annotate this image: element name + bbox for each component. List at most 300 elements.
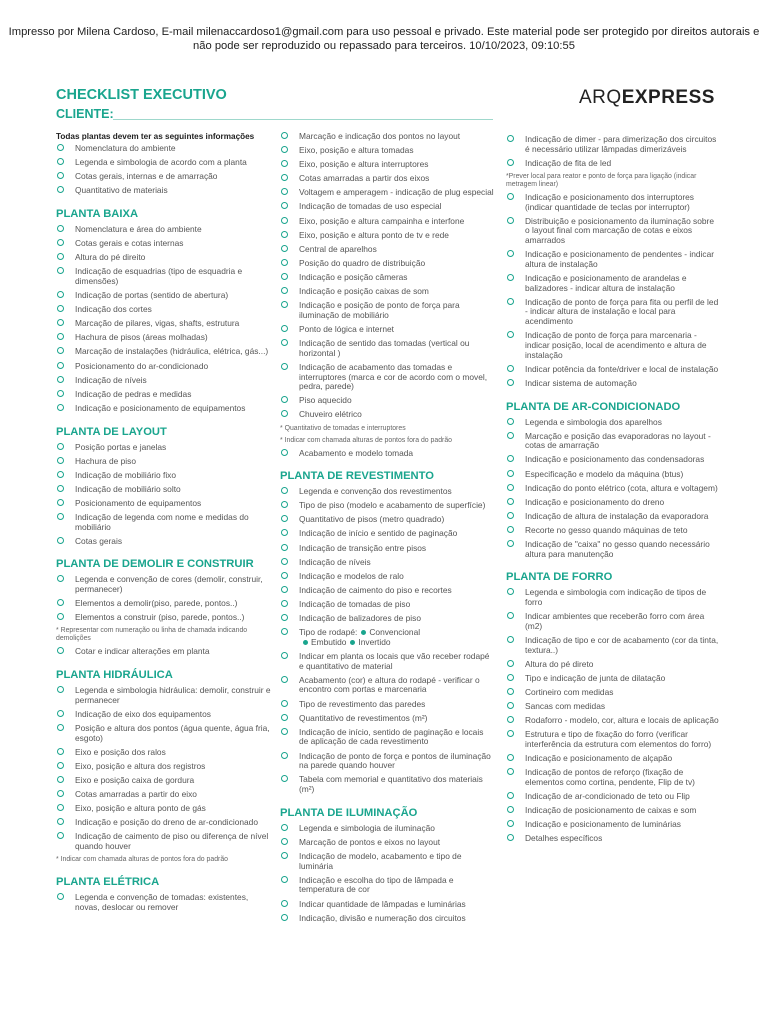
checklist-item[interactable]: [280, 146, 495, 156]
checklist-item-label: Indicação de pontos de reforço (fixação de elementos como cortina, pendente, Flip de tv): [525, 767, 695, 787]
checklist-item[interactable]: [280, 231, 495, 241]
checklist-item[interactable]: [56, 471, 271, 481]
checkbox-icon[interactable]: [507, 455, 514, 462]
checklist-item[interactable]: [506, 612, 720, 631]
checklist-item[interactable]: [280, 824, 495, 834]
checklist-item[interactable]: [506, 432, 720, 451]
checkbox-icon[interactable]: [281, 876, 288, 883]
checkbox-icon[interactable]: [281, 614, 288, 621]
checklist-item[interactable]: [506, 730, 720, 749]
checklist-item[interactable]: [280, 410, 495, 420]
checklist-item[interactable]: [280, 700, 495, 710]
checklist-item-label: Indicação de ponto de força para fita ou perfil de led - indicar altura de instalação e local para acendimento: [525, 296, 719, 327]
checklist-item[interactable]: [280, 586, 495, 596]
checkbox-icon[interactable]: [57, 686, 64, 693]
checklist-item[interactable]: [56, 804, 271, 814]
checklist-item[interactable]: [56, 818, 271, 828]
checklist-item-label: Posição e altura dos pontos (água quente, água fria, esgoto): [75, 723, 270, 743]
checklist-item[interactable]: [280, 501, 495, 511]
checklist-item[interactable]: [56, 647, 271, 657]
checklist-item[interactable]: [280, 614, 495, 624]
checklist-item[interactable]: [280, 914, 495, 924]
checklist-item-label: Indicação de ar-condicionado de teto ou Flip: [525, 790, 690, 801]
checklist-item[interactable]: [56, 376, 271, 386]
checklist-item-label: Indicação e posicionamento das condensadoras: [525, 454, 705, 465]
checklist-item[interactable]: [280, 652, 495, 671]
checkbox-icon[interactable]: [57, 790, 64, 797]
checklist-item[interactable]: [506, 512, 720, 522]
checklist-item[interactable]: [280, 900, 495, 910]
checklist-item-label: Chuveiro elétrico: [299, 409, 362, 420]
checkbox-icon[interactable]: [281, 202, 288, 209]
checklist-item[interactable]: [506, 498, 720, 508]
checklist-item[interactable]: [506, 274, 720, 293]
checkbox-icon[interactable]: [57, 762, 64, 769]
checklist-item[interactable]: [506, 135, 720, 154]
checklist-item-label: Detalhes específicos: [525, 833, 603, 844]
checklist-item[interactable]: [56, 239, 271, 249]
checkbox-icon[interactable]: [281, 396, 288, 403]
checkbox-icon[interactable]: [507, 470, 514, 477]
checklist-item[interactable]: [280, 728, 495, 747]
eletrica-note-1: * Quantitativo de tomadas e interruptores: [280, 424, 406, 432]
checklist-item[interactable]: [506, 159, 720, 169]
checklist-item-label: Acabamento (cor) e altura do rodapé - verificar o encontro com portas e marcenaria: [299, 674, 480, 695]
checklist-item[interactable]: [506, 526, 720, 536]
checklist-item[interactable]: [56, 443, 271, 453]
checkbox-icon[interactable]: [507, 432, 514, 439]
checkbox-icon[interactable]: [57, 186, 64, 193]
checkbox-icon[interactable]: [57, 291, 64, 298]
checkbox-icon[interactable]: [281, 714, 288, 721]
checklist-item[interactable]: [506, 365, 720, 375]
checkbox-icon[interactable]: [281, 700, 288, 707]
checklist-item-label: Legenda e convenção dos revestimentos: [299, 486, 452, 497]
checkbox-icon[interactable]: [507, 418, 514, 425]
section-title-layout: PLANTA DE LAYOUT: [56, 425, 167, 438]
checkbox-icon[interactable]: [281, 231, 288, 238]
checkbox-icon[interactable]: [57, 485, 64, 492]
checkbox-icon[interactable]: [507, 834, 514, 841]
checklist-item[interactable]: [280, 325, 495, 335]
checkbox-icon[interactable]: [281, 245, 288, 252]
checkbox-icon[interactable]: [57, 748, 64, 755]
checklist-item[interactable]: [506, 193, 720, 212]
checkbox-icon[interactable]: [507, 820, 514, 827]
checklist-item-label: Cotas amarradas a partir do eixo: [75, 789, 197, 800]
checkbox-icon[interactable]: [57, 776, 64, 783]
checkbox-icon[interactable]: [57, 599, 64, 606]
checkbox-icon[interactable]: [507, 612, 514, 619]
checklist-item-label: Indicação e posicionamento de alçapão: [525, 753, 673, 764]
section-title-forro: PLANTA DE FORRO: [506, 571, 613, 584]
checkbox-icon[interactable]: [281, 838, 288, 845]
checkbox-icon[interactable]: [281, 301, 288, 308]
checklist-item[interactable]: [506, 470, 720, 480]
checkbox-icon[interactable]: [57, 537, 64, 544]
checkbox-icon[interactable]: [507, 688, 514, 695]
checklist-item[interactable]: [506, 455, 720, 465]
checklist-item[interactable]: [280, 676, 495, 695]
checkbox-icon[interactable]: [281, 363, 288, 370]
checkbox-icon[interactable]: [507, 588, 514, 595]
checklist-item[interactable]: [280, 174, 495, 184]
checklist-item[interactable]: [280, 217, 495, 227]
checkbox-icon[interactable]: [507, 806, 514, 813]
checklist-item-label: Sancas com medidas: [525, 701, 606, 712]
checkbox-icon[interactable]: [57, 893, 64, 900]
checkbox-icon[interactable]: [281, 914, 288, 921]
checkbox-icon[interactable]: [281, 728, 288, 735]
checkbox-icon[interactable]: [507, 484, 514, 491]
checkbox-icon[interactable]: [507, 250, 514, 257]
checkbox-icon[interactable]: [281, 676, 288, 683]
checkbox-icon[interactable]: [281, 487, 288, 494]
checkbox-icon[interactable]: [57, 499, 64, 506]
checklist-item[interactable]: [506, 754, 720, 764]
checkbox-icon[interactable]: [57, 818, 64, 825]
checklist-item[interactable]: [56, 291, 271, 301]
checkbox-icon[interactable]: [281, 652, 288, 659]
checkbox-icon[interactable]: [507, 540, 514, 547]
checklist-item[interactable]: [56, 686, 271, 705]
checklist-item-label: Indicação de acabamento das tomadas e interruptores (marca e cor de acordo com o movel, pedra, parede): [299, 361, 488, 392]
checkbox-icon[interactable]: [57, 457, 64, 464]
checkbox-icon[interactable]: [507, 365, 514, 372]
checklist-item[interactable]: [280, 301, 495, 320]
checklist-item-label: Nomenclatura do ambiente: [75, 143, 176, 153]
checkbox-icon[interactable]: [57, 305, 64, 312]
checkbox-icon[interactable]: [281, 287, 288, 294]
checklist-item[interactable]: [506, 820, 720, 830]
checklist-item[interactable]: [56, 333, 271, 343]
eletrica-list: [56, 893, 271, 912]
checklist-item[interactable]: [506, 768, 720, 787]
checkbox-icon[interactable]: [57, 267, 64, 274]
checkbox-icon[interactable]: [507, 768, 514, 775]
checklist-item[interactable]: [56, 305, 271, 315]
checkbox-icon[interactable]: [507, 702, 514, 709]
checkbox-icon[interactable]: [57, 362, 64, 369]
checklist-item[interactable]: [506, 484, 720, 494]
checklist-item-label: Indicação de ponto de força para marcenaria - indicar posição, local de acendimento e altura de instalação: [525, 330, 707, 360]
checkbox-icon[interactable]: [281, 259, 288, 266]
checklist-item[interactable]: [56, 790, 271, 800]
checklist-item[interactable]: [506, 298, 720, 327]
checklist-item-label: Elementos a construir (piso, parede, pontos..): [75, 612, 245, 623]
checklist-item-label: Indicação de níveis: [75, 374, 147, 385]
checklist-item-label: Eixo, posição e altura campainha e interfone: [299, 215, 465, 226]
checkbox-icon[interactable]: [281, 515, 288, 522]
checklist-item[interactable]: [280, 339, 495, 358]
demolir-list: [56, 575, 271, 623]
checkbox-icon[interactable]: [281, 852, 288, 859]
checklist-item[interactable]: [506, 418, 720, 428]
checkbox-icon[interactable]: [281, 273, 288, 280]
checkbox-icon[interactable]: [281, 900, 288, 907]
checkbox-icon[interactable]: [507, 730, 514, 737]
client-input-line[interactable]: [113, 119, 493, 120]
checklist-item[interactable]: [56, 724, 271, 743]
checkbox-icon[interactable]: [281, 325, 288, 332]
checklist-item[interactable]: [506, 660, 720, 670]
checklist-item[interactable]: [56, 144, 271, 154]
checkbox-icon[interactable]: [281, 600, 288, 607]
checklist-item[interactable]: [56, 347, 271, 357]
checkbox-icon[interactable]: [57, 724, 64, 731]
checkbox-icon[interactable]: [281, 449, 288, 456]
checklist-item[interactable]: [56, 499, 271, 509]
column-1: [56, 132, 271, 917]
checkbox-icon[interactable]: [507, 512, 514, 519]
demolir-list-2: [56, 647, 271, 657]
checklist-item[interactable]: [280, 202, 495, 212]
checkbox-icon[interactable]: [507, 754, 514, 761]
checkbox-icon[interactable]: [57, 225, 64, 232]
checkbox-icon[interactable]: [507, 135, 514, 142]
checkbox-icon[interactable]: [281, 775, 288, 782]
iluminacao-cont-list: [506, 135, 720, 169]
checklist-item-label: Posição portas e janelas: [75, 441, 167, 452]
checkbox-icon[interactable]: [281, 529, 288, 536]
checkbox-icon[interactable]: [507, 526, 514, 533]
checklist-item[interactable]: [280, 852, 495, 871]
checkbox-icon[interactable]: [281, 217, 288, 224]
checkbox-icon[interactable]: [507, 792, 514, 799]
checkbox-icon[interactable]: [57, 443, 64, 450]
checklist-item-label: Indicação e escolha do tipo de lâmpada e temperatura de cor: [299, 874, 454, 895]
checkbox-icon[interactable]: [281, 824, 288, 831]
checkbox-icon[interactable]: [57, 239, 64, 246]
revestimento-list: [280, 487, 495, 624]
checklist-item[interactable]: [280, 876, 495, 895]
checkbox-icon[interactable]: [507, 274, 514, 281]
checklist-item[interactable]: [506, 379, 720, 389]
checkbox-icon[interactable]: [281, 501, 288, 508]
checkbox-icon[interactable]: [507, 716, 514, 723]
hidraulica-list: [56, 686, 271, 852]
checklist-item[interactable]: [56, 485, 271, 495]
checklist-item[interactable]: [506, 688, 720, 698]
checklist-item[interactable]: [506, 331, 720, 360]
checklist-item[interactable]: [280, 752, 495, 771]
checklist-item-label: Indicação do ponto elétrico (cota, altura e voltagem): [525, 482, 718, 493]
checklist-item[interactable]: [56, 762, 271, 772]
checklist-item[interactable]: [56, 613, 271, 623]
checklist-item[interactable]: [506, 674, 720, 684]
checkbox-icon[interactable]: [281, 628, 288, 635]
section-title-planta-baixa: PLANTA BAIXA: [56, 207, 139, 220]
checklist-item[interactable]: [506, 588, 720, 607]
checklist-item[interactable]: [56, 513, 271, 532]
checklist-item-label: Eixo e posição caixa de gordura: [75, 775, 195, 786]
checklist-item[interactable]: [56, 710, 271, 720]
forro-list: [506, 588, 720, 844]
checkbox-icon[interactable]: [57, 376, 64, 383]
checklist-item-label: Indicação e posicionamento dos interruptores (indicar quantidade de teclas por interruptor): [525, 191, 694, 212]
checklist-item[interactable]: [280, 287, 495, 297]
checklist-item[interactable]: [56, 267, 271, 286]
checkbox-icon[interactable]: [281, 586, 288, 593]
checklist-item[interactable]: [56, 537, 271, 547]
checklist-item[interactable]: [506, 250, 720, 269]
checklist-item-label: Indicação de fita de led: [525, 157, 612, 168]
checkbox-icon[interactable]: [281, 160, 288, 167]
checkbox-icon[interactable]: [281, 752, 288, 759]
checklist-item-label: Quantitativo de materiais: [75, 185, 168, 196]
checklist-item[interactable]: [280, 572, 495, 582]
checklist-item[interactable]: [506, 806, 720, 816]
checklist-item-label: Indicação de tipo e cor de acabamento (cor da tinta, textura..): [525, 635, 719, 655]
checkbox-icon[interactable]: [507, 498, 514, 505]
checklist-item-label: Indicação de tomadas de piso: [299, 598, 411, 609]
checkbox-icon[interactable]: [57, 158, 64, 165]
checklist-item-label: Indicação de modelo, acabamento e tipo de luminária: [299, 850, 462, 871]
checkbox-icon[interactable]: [507, 636, 514, 643]
checkbox-icon[interactable]: [57, 144, 64, 151]
checklist-item-label: Indicação de início, sentido de paginação e locais de aplicação de cada revestimento: [299, 726, 484, 747]
checkbox-icon[interactable]: [507, 331, 514, 338]
checklist-item[interactable]: [506, 702, 720, 712]
checklist-item[interactable]: [280, 259, 495, 269]
checkbox-icon[interactable]: [507, 217, 514, 224]
checkbox-icon[interactable]: [281, 558, 288, 565]
checkbox-icon[interactable]: [57, 647, 64, 654]
checklist-item-label: Indicar sistema de automação: [525, 377, 637, 388]
checklist-item[interactable]: [280, 544, 495, 554]
checklist-item[interactable]: [506, 792, 720, 802]
checklist-item[interactable]: [506, 716, 720, 726]
checklist-item[interactable]: [280, 600, 495, 610]
checkbox-icon[interactable]: [507, 660, 514, 667]
checklist-item[interactable]: [56, 457, 271, 467]
checklist-item-label: Indicação de esquadrias (tipo de esquadria e dimensões): [75, 266, 243, 286]
checklist-item[interactable]: [56, 832, 271, 851]
checkbox-icon[interactable]: [57, 333, 64, 340]
checklist-item[interactable]: [280, 363, 495, 392]
checklist-item-label: Cortineiro com medidas: [525, 687, 614, 698]
checklist-item-label: Indicação de mobiliário solto: [75, 483, 181, 494]
checklist-item-label: Indicação de início e sentido de paginação: [299, 528, 458, 539]
checklist-item-label: Indicar potência da fonte/driver e local de instalação: [525, 363, 719, 374]
checklist-item[interactable]: [506, 636, 720, 655]
checklist-item[interactable]: [56, 748, 271, 758]
checklist-item-label: Eixo, posição e altura ponto de gás: [75, 803, 206, 814]
checklist-item[interactable]: [56, 575, 271, 594]
checklist-item-label: Indicação e posicionamento de pendentes - indicar altura de instalação: [525, 249, 715, 269]
checklist-item[interactable]: [280, 515, 495, 525]
checklist-item[interactable]: [56, 225, 271, 235]
checkbox-icon[interactable]: [281, 410, 288, 417]
checkbox-icon[interactable]: [57, 172, 64, 179]
checklist-item[interactable]: [56, 253, 271, 263]
checklist-item[interactable]: [56, 776, 271, 786]
checkbox-icon[interactable]: [507, 379, 514, 386]
checklist-item[interactable]: [280, 529, 495, 539]
checkbox-icon[interactable]: [507, 159, 514, 166]
checklist-item[interactable]: [506, 217, 720, 246]
checklist-item[interactable]: [506, 540, 720, 559]
checkbox-icon[interactable]: [281, 572, 288, 579]
iluminacao-note: *Prever local para reator e ponto de força para ligação (indicar metragem linear): [506, 172, 697, 188]
checkbox-icon[interactable]: [281, 132, 288, 139]
checklist-item[interactable]: [280, 775, 495, 794]
checklist-item-label: Cotas gerais: [75, 535, 123, 546]
checklist-item[interactable]: [280, 449, 495, 459]
checklist-item[interactable]: [280, 838, 495, 848]
checklist-item[interactable]: [56, 893, 271, 912]
checkbox-icon[interactable]: [57, 347, 64, 354]
column-2: [280, 132, 495, 928]
checkbox-icon[interactable]: [281, 544, 288, 551]
checklist-item[interactable]: [56, 390, 271, 400]
checkbox-icon[interactable]: [507, 193, 514, 200]
eletrica-note-2: * Indicar com chamada alturas de pontos fora do padrão: [280, 436, 452, 444]
checklist-item[interactable]: [280, 160, 495, 170]
checklist-item[interactable]: [280, 132, 495, 142]
checklist-item-label: Indicação e posição de ponto de força para iluminação de mobiliário: [299, 300, 460, 320]
checklist-item[interactable]: [56, 319, 271, 329]
checklist-item[interactable]: [280, 487, 495, 497]
checklist-item-label: Indicação de dimer - para dimerização dos circuitos é necessário utilizar lâmpadas dimerizáveis: [525, 134, 717, 154]
checkbox-icon[interactable]: [57, 390, 64, 397]
checklist-item[interactable]: [56, 599, 271, 609]
checkbox-icon[interactable]: [57, 804, 64, 811]
checkbox-icon[interactable]: [281, 188, 288, 195]
bullet-icon: [350, 640, 355, 645]
checklist-item-label: Indicação de legenda com nome e medidas do mobiliário: [75, 511, 249, 532]
checklist-item[interactable]: [56, 404, 271, 414]
checkbox-icon[interactable]: [57, 319, 64, 326]
checkbox-icon[interactable]: [57, 575, 64, 582]
hidraulica-note: * Indicar com chamada alturas de pontos fora do padrão: [56, 856, 228, 864]
checkbox-icon[interactable]: [281, 146, 288, 153]
checklist-item[interactable]: [56, 172, 271, 182]
checkbox-icon[interactable]: [57, 513, 64, 520]
checkbox-icon[interactable]: [507, 298, 514, 305]
checklist-item-label: Marcação de pontos e eixos no layout: [299, 836, 441, 847]
checklist-item-label: Indicação de altura de instalação da evaporadora: [525, 510, 709, 521]
checklist-item[interactable]: [280, 714, 495, 724]
checklist-item[interactable]: [280, 188, 495, 198]
checklist-item-label: Eixo, posição e altura interruptores: [299, 159, 429, 170]
checklist-item[interactable]: [56, 362, 271, 372]
checklist-item-label: Legenda e simbologia dos aparelhos: [525, 416, 662, 427]
bullet-icon: [303, 640, 308, 645]
checkbox-icon[interactable]: [281, 174, 288, 181]
rodape-item[interactable]: Tipo de rodapé: Convencional Embutido Invertido: [280, 628, 495, 647]
checklist-item[interactable]: [280, 558, 495, 568]
checkbox-icon[interactable]: [57, 613, 64, 620]
checkbox-icon[interactable]: [57, 253, 64, 260]
checklist-item[interactable]: [280, 273, 495, 283]
checklist-item[interactable]: [280, 245, 495, 255]
checklist-item-label: Indicação de sentido das tomadas (vertical ou horizontal ): [299, 338, 470, 358]
checklist-item-label: Indicação e posicionamento de arandelas e balizadores - indicar altura de instalação: [525, 272, 687, 293]
checklist-item[interactable]: [506, 834, 720, 844]
checklist-item-label: Indicação e posicionamento do dreno: [525, 496, 665, 507]
checklist-item-label: Indicação de caimento de piso ou diferença de nível quando houver: [75, 831, 269, 852]
checkbox-icon[interactable]: [507, 674, 514, 681]
checklist-item[interactable]: [280, 396, 495, 406]
checklist-item[interactable]: [56, 158, 271, 168]
checkbox-icon[interactable]: [57, 471, 64, 478]
checkbox-icon[interactable]: [57, 832, 64, 839]
checkbox-icon[interactable]: [281, 339, 288, 346]
checkbox-icon[interactable]: [57, 404, 64, 411]
checkbox-icon[interactable]: [57, 710, 64, 717]
checklist-item[interactable]: [56, 186, 271, 196]
